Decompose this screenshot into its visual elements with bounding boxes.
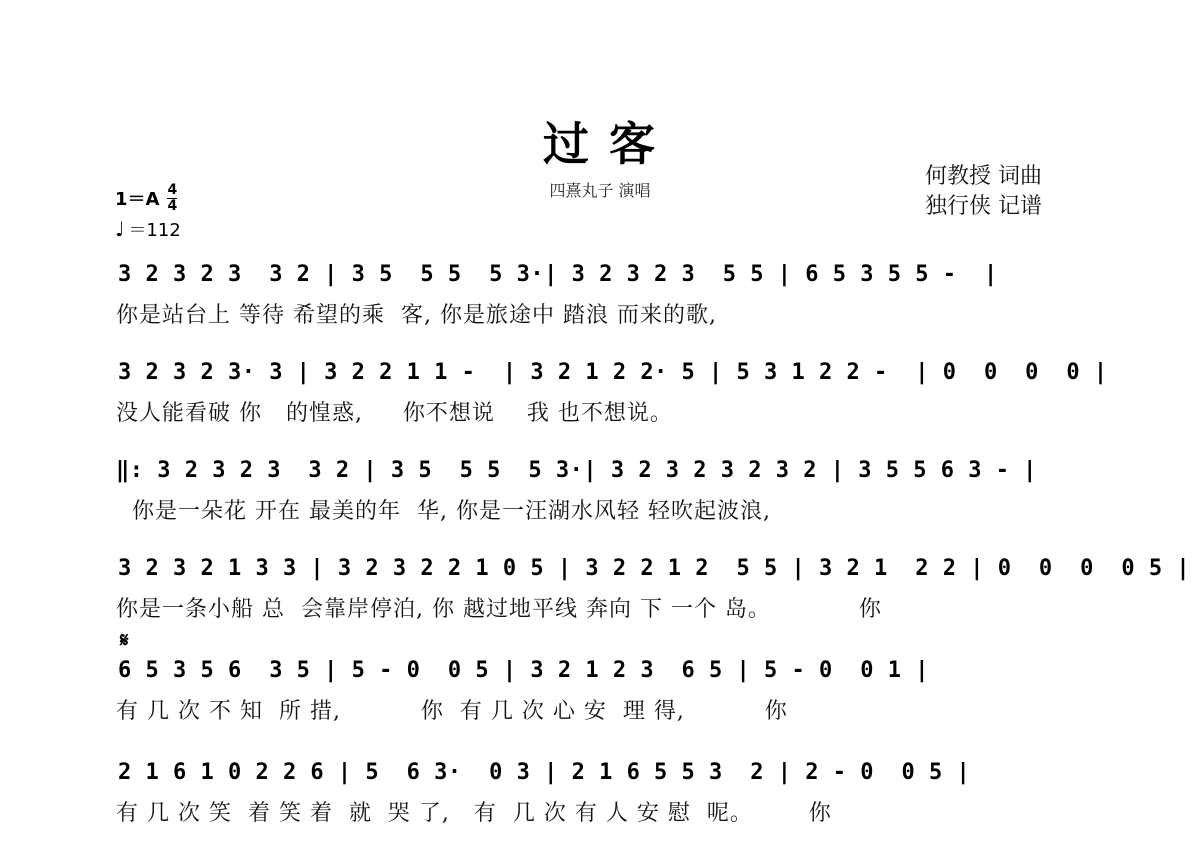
segno-icon: 𝄋 [120,628,129,652]
lyrics-line-2: 没人能看破 你 的惶惑, 你不想说 我 也不想说。 [116,401,673,426]
song-title: 过 客 [542,117,657,171]
lyrics-line-6: 有 几 次 笑 着 笑 着 就 哭 了, 有 几 次 有 人 安 慰 呢。 你 [116,801,832,826]
credits-block [925,162,1042,222]
time-signature-bottom: 4 [167,198,178,214]
lyrics-line-5: 有 几 次 不 知 所 措, 你 有 几 次 心 安 理 得, 你 [116,699,788,724]
lyrics-line-3: 你是一朵花 开在 最美的年 华, 你是一汪湖水风轻 轻吹起波浪, [116,499,771,524]
lyrics-composer-credit: 何教授 词曲 [925,164,1042,189]
notation-line-1: 3 2 3 2 3 3 2 | 3 5 5 5 5 3·| 3 2 3 2 3 5 5 | 6 5 3 5 5 - | [118,262,998,287]
notation-credit: 独行侠 记谱 [925,194,1042,219]
notation-line-5: 6 5 3 5 6 3 5 | 5 - 0 0 5 | 3 2 1 2 3 6 5 | 5 - 0 0 1 | [118,658,929,683]
notation-line-3: ‖: 3 2 3 2 3 3 2 | 3 5 5 5 5 3·| 3 2 3 2 3 2 3 2 | 3 5 5 6 3 - | [116,458,1037,483]
key-label: 1＝A [115,189,160,210]
notation-line-2: 3 2 3 2 3· 3 | 3 2 2 1 1 - | 3 2 1 2 2· 5 | 5 3 1 2 2 - | 0 0 0 0 | [118,360,1108,385]
tempo-value: ＝112 [128,220,181,241]
notation-line-4: 3 2 3 2 1 3 3 | 3 2 3 2 2 1 0 5 | 3 2 2 1 2 5 5 | 3 2 1 2 2 | 0 0 0 0 5 | [118,556,1191,581]
lyrics-line-1: 你是站台上 等待 希望的乘 客, 你是旅途中 踏浪 而来的歌, [116,303,717,328]
lyrics-line-4: 你是一条小船 总 会靠岸停泊, 你 越过地平线 奔向 下 一个 岛。 你 [116,597,882,622]
key-signature [115,183,177,213]
tempo-marking [115,216,181,242]
notation-line-6: 2 1 6 1 0 2 2 6 | 5 6 3· 0 3 | 2 1 6 5 5 3 2 | 2 - 0 0 5 | [118,760,971,785]
time-signature [167,183,177,213]
performer-credit: 四熹丸子 演唱 [549,181,651,200]
time-signature-top: 4 [167,182,178,198]
quarter-note-icon: ♩ [115,217,125,241]
